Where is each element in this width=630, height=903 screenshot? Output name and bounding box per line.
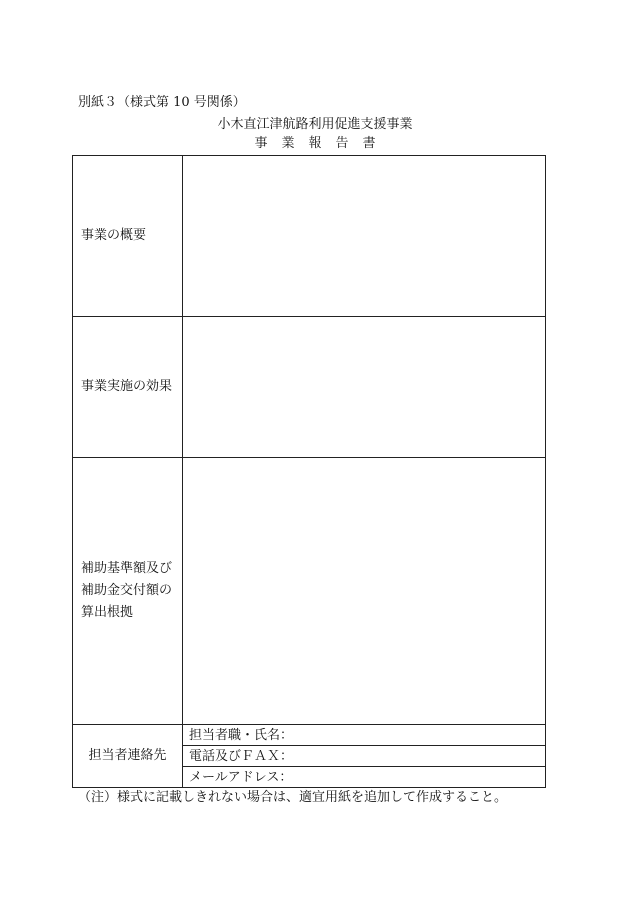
label-line: 算出根拠 <box>81 605 134 620</box>
field-contact-email[interactable] <box>183 767 546 788</box>
contact-name-label: 担当者職・氏名： <box>189 727 294 743</box>
field-contact-name[interactable] <box>183 725 546 746</box>
footnote: （注）様式に記載しきれない場合は、適宜用紙を追加して作成すること。 <box>78 790 508 805</box>
label-contact <box>73 725 183 788</box>
row-calculation-basis <box>73 458 546 725</box>
label-line: 補助金交付額の <box>81 583 173 598</box>
row-project-overview <box>73 156 546 317</box>
label-text: 担当者連絡先 <box>88 748 167 763</box>
contact-email-label: メールアドレス： <box>189 769 293 785</box>
row-implementation-effect <box>73 317 546 458</box>
label-text: 事業の概要 <box>81 228 147 243</box>
contact-phone-label: 電話及びＦＡＸ： <box>189 748 294 764</box>
label-implementation-effect <box>73 317 183 458</box>
report-form-table <box>72 155 546 788</box>
document-title: 事業報告書 <box>254 136 390 151</box>
field-project-overview[interactable] <box>183 156 546 317</box>
field-calculation-basis[interactable] <box>183 458 546 725</box>
row-contact-name <box>73 725 546 746</box>
label-text: 事業実施の効果 <box>81 379 173 394</box>
annex-label: 別紙３（様式第 10 号関係） <box>78 95 246 110</box>
label-calculation-basis <box>73 458 183 725</box>
field-contact-phone[interactable] <box>183 746 546 767</box>
field-implementation-effect[interactable] <box>183 317 546 458</box>
project-name: 小木直江津航路利用促進支援事業 <box>217 117 413 132</box>
label-line: 補助基準額及び <box>81 561 173 576</box>
label-project-overview <box>73 156 183 317</box>
